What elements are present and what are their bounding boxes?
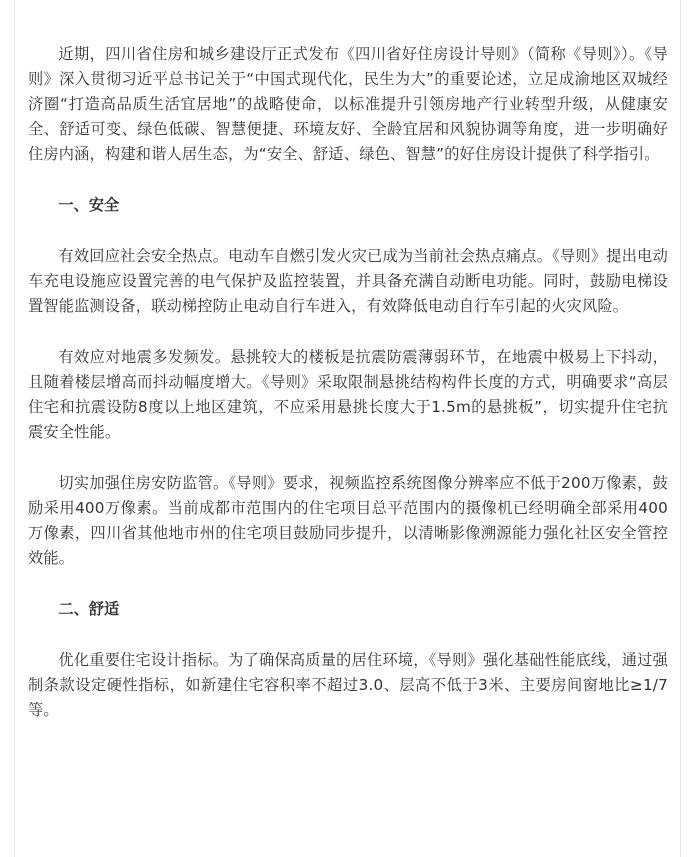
paragraph-design-metrics: 优化重要住宅设计指标。为了确保高质量的居住环境，《导则》强化基础性能底线，通过强制条款设定硬性指标，如新建住宅容积率不超过3.0、层高不低于3米、主要房间窗地比≥1/7等。 (28, 651, 668, 719)
paragraph-ebike-fire: 有效回应社会安全热点。电动车自燃引发火灾已成为当前社会热点痛点。《导则》提出电动车充电设施应设置完善的电气保护及监控装置，并具备充满自动断电功能。同时，鼓励电梯设置智能监测设备，联动梯控防止电动自行车进入，有效降低电动自行车引起的火灾风险。 (28, 247, 668, 315)
paragraph-security: 切实加强住房安防监管。《导则》要求，视频监控系统图像分辨率应不低于200万像素，鼓励采用400万像素。当前成都市范围内的住宅项目总平范围内的摄像机已经明确全部采用400万像素，四川省其他地市州的住宅项目鼓励同步提升，以清晰影像溯源能力强化社区安全管控效能。 (28, 474, 668, 567)
article-body (28, 42, 668, 723)
spacer (28, 319, 668, 345)
spacer (28, 445, 668, 471)
spacer (28, 218, 668, 244)
spacer (28, 167, 668, 193)
paragraph-earthquake: 有效应对地震多发频发。悬挑较大的楼板是抗震防震薄弱环节，在地震中极易上下抖动，且随着楼层增高而抖动幅度增大。《导则》采取限制悬挑结构构件长度的方式，明确要求“高层住宅和抗震设防8度以上地区建筑，不应采用悬挑长度大于1.5m的悬挑板”，切实提升住宅抗震安全性能。 (28, 348, 668, 441)
section-heading-safety: 一、安全 (58, 196, 120, 214)
section-heading-comfort: 二、舒适 (58, 600, 120, 618)
paragraph-intro: 近期，四川省住房和城乡建设厅正式发布《四川省好住房设计导则》（简称《导则》）。《导则》深入贯彻习近平总书记关于“中国式现代化，民生为大”的重要论述，立足成渝地区双城经济圈“打造高品质生活宜居地”的战略使命，以标准提升引领房地产行业转型升级，从健康安全、舒适可变、绿色低碳、智慧便捷、环境友好、全龄宜居和风貌协调等角度，进一步明确好住房内涵，构建和谐人居生态，为“安全、舒适、绿色、智慧”的好住房设计提供了科学指引。 (28, 45, 668, 163)
spacer (28, 571, 668, 597)
spacer (28, 622, 668, 648)
